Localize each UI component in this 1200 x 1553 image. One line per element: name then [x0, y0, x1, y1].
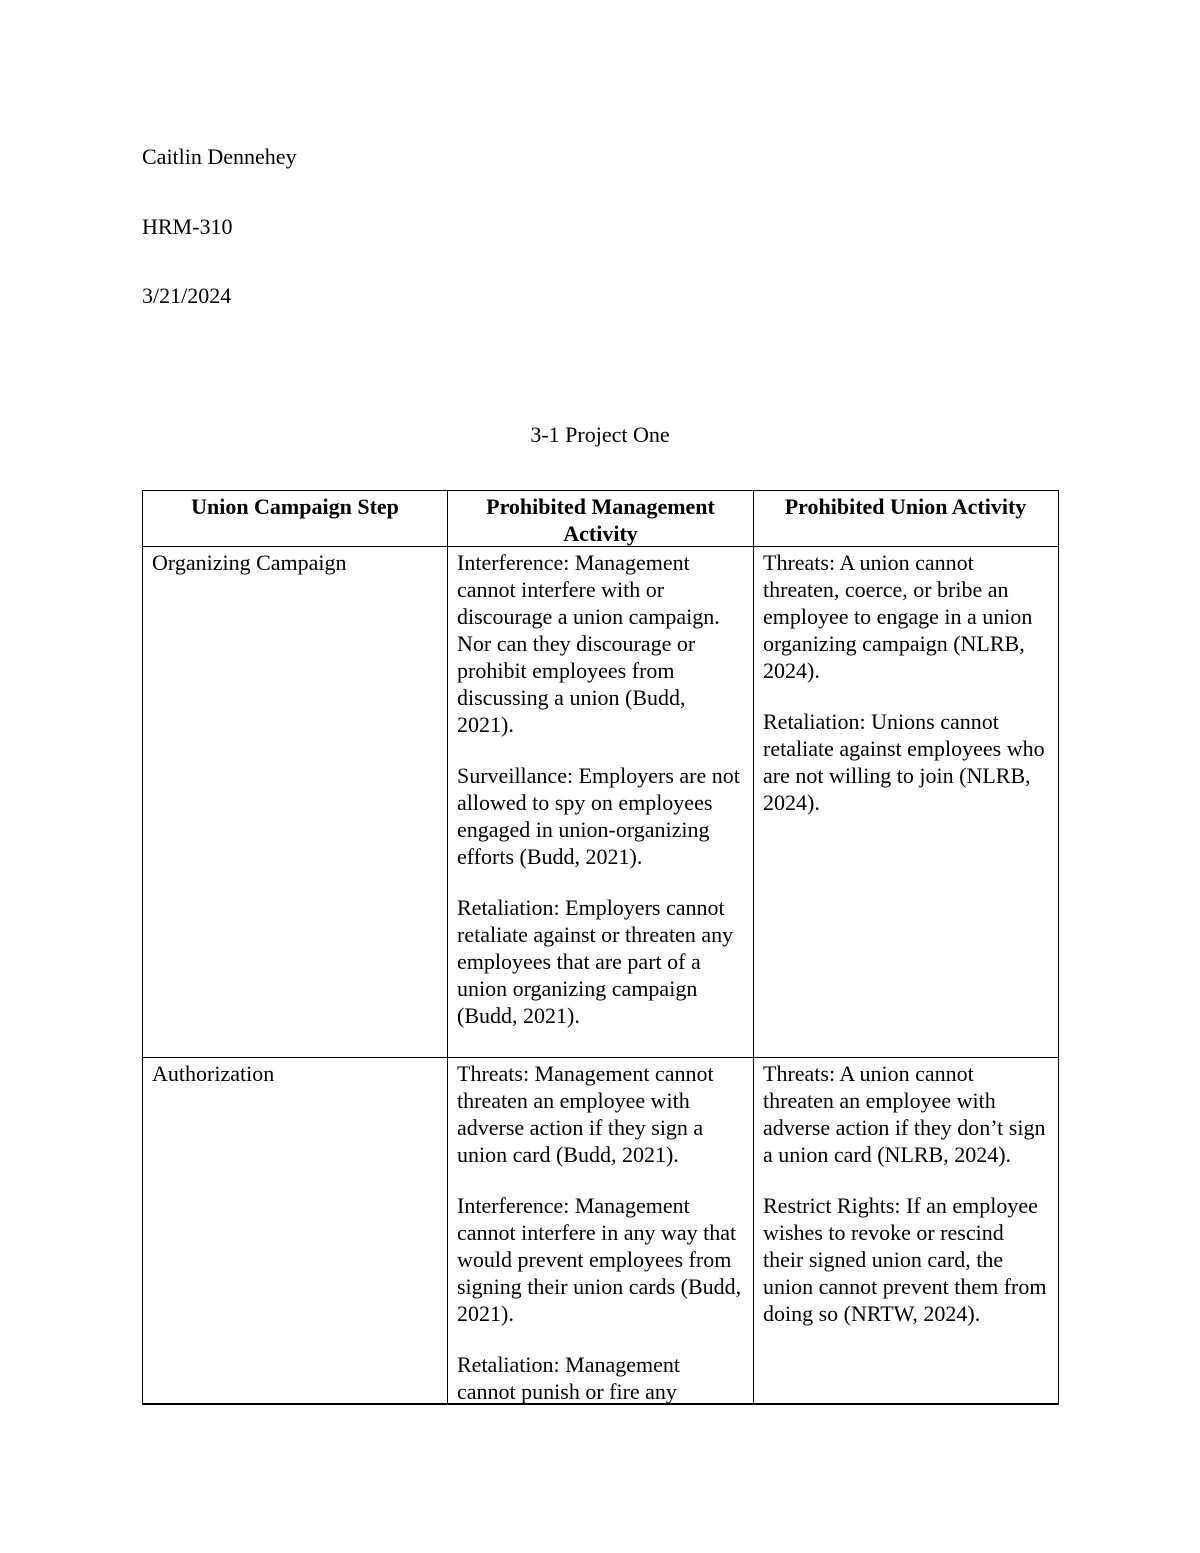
union-paragraph: Retaliation: Unions cannot retaliate against employees who are not willing to join (NLRB, 2024).	[763, 709, 1045, 815]
management-paragraph: Interference: Management cannot interfere in any way that would prevent employees from signing their union cards (Budd, 2021).	[457, 1193, 742, 1326]
union-paragraph: Threats: A union cannot threaten an employee with adverse action if they don’t sign a union card (NLRB, 2024).	[763, 1061, 1046, 1167]
management-activity-cell	[447, 547, 753, 1057]
column-header-step: Union Campaign Step	[191, 494, 399, 519]
campaign-step-cell: Authorization	[152, 1061, 275, 1086]
campaign-step-cell: Organizing Campaign	[152, 550, 347, 575]
column-header-union: Prohibited Union Activity	[753, 491, 1057, 546]
table-row	[143, 1058, 1058, 1403]
column-header-management: Prohibited Management Activity	[447, 491, 753, 546]
union-activity-table	[142, 490, 1059, 1405]
union-activity-cell	[753, 1058, 1057, 1403]
table-row	[143, 547, 1058, 1058]
document-date: 3/21/2024	[142, 283, 232, 308]
management-activity-cell	[447, 1058, 753, 1403]
management-paragraph: Retaliation: Management cannot punish or fire any	[457, 1352, 680, 1404]
table-header-row	[143, 491, 1058, 547]
union-paragraph: Restrict Rights: If an employee wishes to revoke or rescind their signed union card, the union cannot prevent them from doing so (NRTW, 2024).	[763, 1193, 1047, 1326]
union-activity-cell	[753, 547, 1057, 1057]
management-paragraph: Surveillance: Employers are not allowed to spy on employees engaged in union-organizing efforts (Budd, 2021).	[457, 763, 740, 869]
author-name: Caitlin Dennehey	[142, 144, 297, 169]
management-paragraph: Retaliation: Employers cannot retaliate against or threaten any employees that are part of a union organizing campaign (Budd, 2021).	[457, 895, 734, 1028]
management-paragraph: Threats: Management cannot threaten an employee with adverse action if they sign a union card (Budd, 2021).	[457, 1061, 714, 1167]
document-title: 3-1 Project One	[530, 422, 670, 447]
management-paragraph: Interference: Management cannot interfere with or discourage a union campaign. Nor can they discourage or prohibit employees from discussing a union (Budd, 2021).	[457, 550, 720, 737]
union-paragraph: Threats: A union cannot threaten, coerce, or bribe an employee to engage in a union organizing campaign (NLRB, 2024).	[763, 550, 1033, 683]
course-code: HRM-310	[142, 214, 233, 239]
